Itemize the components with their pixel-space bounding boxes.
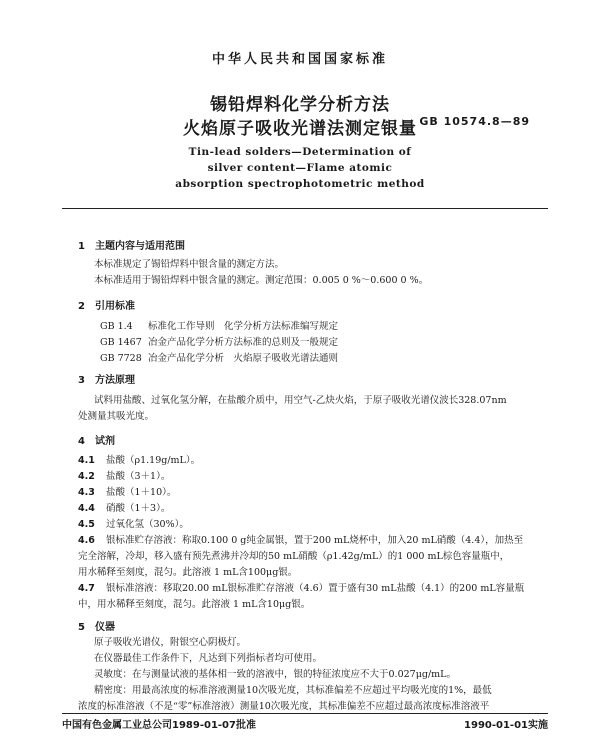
item-text: 过氧化氢（30%）。 — [106, 519, 189, 530]
english-title-line-2: silver content—Flame atomic — [207, 162, 393, 174]
section-title: 试剂 — [94, 436, 115, 447]
section-5-line-1: 原子吸收光谱仪，附银空心阴极灯。 — [94, 637, 247, 648]
item-text: 盐酸（1＋10）。 — [106, 487, 177, 498]
title-line-2: 火焰原子吸收光谱法测定银量 — [183, 119, 417, 139]
reagent-item — [78, 500, 170, 514]
section-title: 仪器 — [94, 622, 115, 633]
reagent-4-7-line-2: 中，用水稀释至刻度，混匀。此溶液 1 mL含10μg银。 — [78, 599, 311, 610]
section-number: 1 — [78, 241, 85, 252]
reference-code: GB 7728 — [100, 353, 142, 364]
item-text: 盐酸（3＋1）。 — [106, 471, 171, 482]
item-number: 4.6 — [78, 535, 95, 546]
reagent-4-6-line-1 — [78, 532, 523, 546]
section-3-line-1: 试料用盐酸、过氧化氢分解，在盐酸介质中，用空气-乙炔火焰，于原子吸收光谱仪波长328.07nm — [94, 395, 507, 406]
item-number: 4.4 — [78, 503, 95, 514]
reference-title: 冶金产品化学分析 火焰原子吸收光谱法通则 — [148, 353, 339, 364]
section-3-heading — [78, 371, 135, 386]
item-text: 银标准贮存溶液：称取0.100 0 g纯金属银，置于200 mL烧杯中，加入20 mL硝酸（4.4），加热至 — [106, 535, 524, 546]
section-5-line-2: 在仪器最佳工作条件下，凡达到下列指标者均可使用。 — [94, 653, 323, 664]
english-title-line-3: absorption spectrophotometric method — [175, 178, 425, 190]
section-2-heading — [78, 297, 135, 312]
section-5-heading — [78, 618, 115, 633]
english-title-line-1: Tin-lead solders—Determination of — [188, 146, 412, 158]
reference-code: GB 1467 — [100, 337, 142, 348]
item-text: 硝酸（1＋3）。 — [106, 503, 171, 514]
section-1-line-1: 本标准规定了锡铅焊料中银含量的测定方法。 — [94, 259, 285, 270]
section-number: 3 — [78, 375, 85, 386]
title-line-1: 锡铅焊料化学分析方法 — [210, 95, 390, 115]
section-number: 2 — [78, 301, 85, 312]
reagent-item — [78, 516, 189, 530]
item-number: 4.1 — [78, 455, 95, 466]
item-number: 4.5 — [78, 519, 95, 530]
document-header: 中华人民共和国国家标准 — [211, 52, 388, 67]
reference-item — [100, 350, 338, 364]
reference-title: 标准化工作导则 化学分析方法标准编写规定 — [148, 321, 339, 332]
item-text: 银标准溶液：移取20.00 mL银标准贮存溶液（4.6）置于盛有30 mL盐酸（4.1）的200 mL容量瓶 — [106, 583, 525, 594]
section-5-line-4: 精密度：用最高浓度的标准溶液测量10次吸光度，其标准偏差不应超过平均吸光度的1%，最低 — [94, 685, 492, 696]
reagent-item — [78, 468, 170, 482]
footer-divider — [62, 713, 548, 714]
item-number: 4.3 — [78, 487, 95, 498]
item-number: 4.2 — [78, 471, 95, 482]
item-number: 4.7 — [78, 583, 95, 594]
reagent-4-7-line-1 — [78, 580, 524, 594]
approval-date: 中国有色金属工业总公司1989-01-07批准 — [62, 720, 256, 731]
section-5-line-3: 灵敏度：在与测量试液的基体相一致的溶液中，银的特征浓度应不大于0.027μg/mL。 — [94, 669, 456, 680]
reference-title: 冶金产品化学分析方法标准的总则及一般规定 — [148, 337, 339, 348]
implementation-date: 1990-01-01实施 — [464, 720, 548, 731]
section-5-line-5: 浓度的标准溶液（不是“零”标准溶液）测量10次吸光度，其标准偏差不应超过最高浓度标准溶液平 — [78, 701, 490, 712]
section-3-line-2: 处测量其吸光度。 — [78, 411, 155, 422]
section-title: 引用标准 — [94, 301, 135, 312]
section-4-heading — [78, 432, 115, 447]
header-divider — [62, 208, 548, 209]
reagent-4-6-line-2: 完全溶解，冷却，移入盛有预先煮沸并冷却的50 mL硝酸（ρ1.42g/mL）的1 000 mL棕色容量瓶中， — [78, 551, 510, 562]
section-1-heading — [78, 237, 185, 252]
item-text: 盐酸（ρ1.19g/mL）。 — [106, 455, 201, 466]
section-number: 5 — [78, 622, 85, 633]
section-1-line-2: 本标准适用于锡铅焊料中银含量的测定。测定范围：0.005 0 %～0.600 0 %。 — [94, 275, 429, 286]
standard-number: GB 10574.8—89 — [419, 115, 530, 128]
reagent-item — [78, 452, 200, 466]
section-number: 4 — [78, 436, 85, 447]
reference-code: GB 1.4 — [100, 321, 133, 332]
reference-item — [100, 318, 338, 332]
reference-item — [100, 334, 338, 348]
section-title: 主题内容与适用范围 — [94, 241, 185, 252]
section-title: 方法原理 — [94, 375, 135, 386]
reagent-item — [78, 484, 176, 498]
reagent-4-6-line-3: 用水稀释至刻度，混匀。此溶液 1 mL含100μg银。 — [78, 567, 298, 578]
